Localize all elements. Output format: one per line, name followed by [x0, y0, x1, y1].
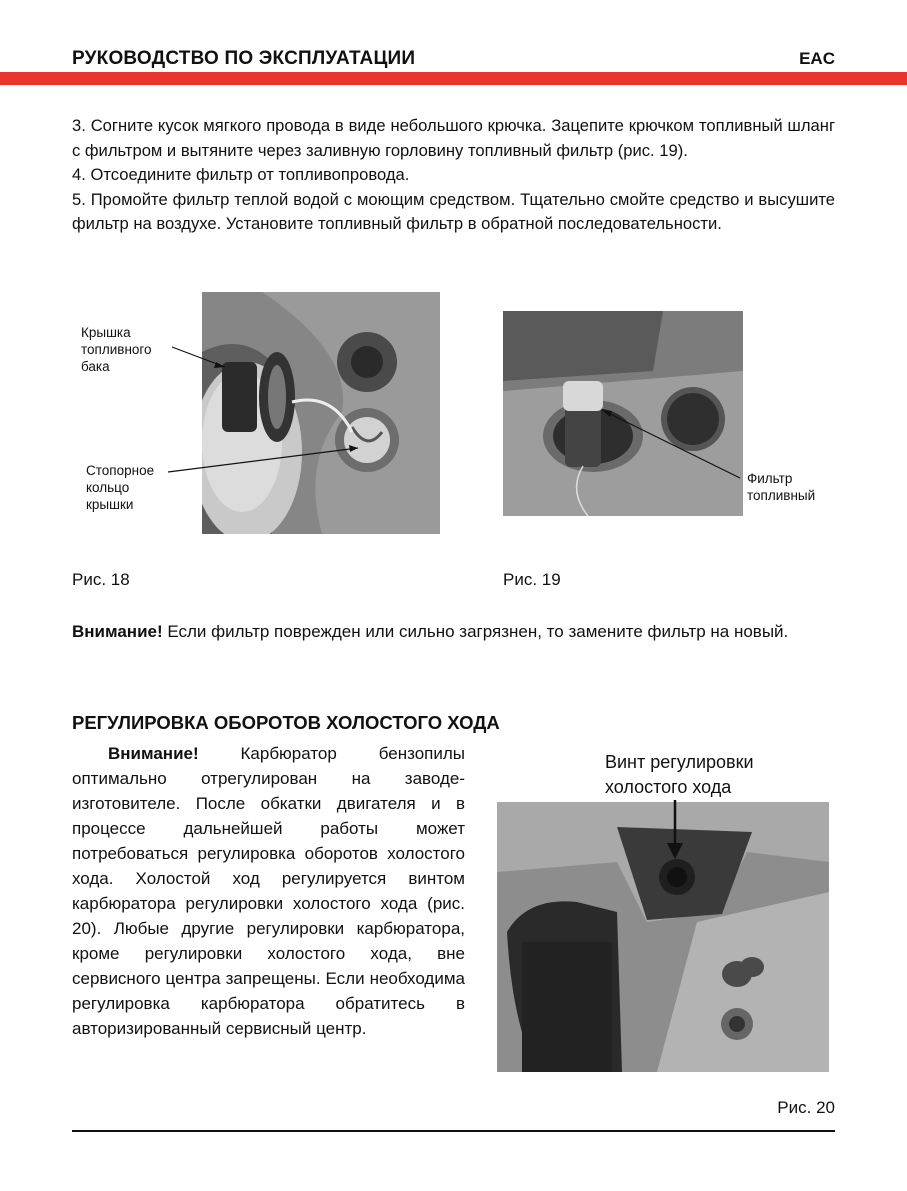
- idle-paragraph: [72, 741, 465, 1041]
- fig20-label-screw: Винт регулировки холостого хода: [605, 752, 754, 797]
- idle-warning-bold: Внимание!: [108, 744, 199, 763]
- fig19-label-filter: Фильтр топливный: [747, 471, 816, 503]
- warning-text: Если фильтр поврежден или сильно загрязнен, то замените фильтр на новый.: [162, 622, 789, 641]
- header-title: РУКОВОДСТВО ПО ЭКСПЛУАТАЦИИ: [72, 48, 416, 69]
- fig18-label-ring: Стопорное кольцо крышки: [86, 463, 155, 512]
- filter-warning: [72, 619, 835, 644]
- fig20-arrow: [660, 795, 690, 865]
- steps-list: [72, 114, 835, 237]
- fig20-caption: Рис. 20: [777, 1098, 835, 1117]
- fig19-caption: Рис. 19: [503, 570, 561, 589]
- section-title: РЕГУЛИРОВКА ОБОРОТОВ ХОЛОСТОГО ХОДА: [72, 712, 500, 733]
- idle-text: Карбюратор бензопилы оптимально отрегулирован на заводе-изготовителе. После обкатки двигателя и в процессе дальнейшей работы может потребоваться регулировка оборотов холостого хода. Холостой ход регулируется винтом карбюратора регулировки холостого хода (рис. 20). Любые другие регулировки карбюратора, кроме регулировки холостого хода, вне сервисного центра запрещены. Если необходима регулировка карбюратора обратитесь в авторизированный сервисный центр.: [72, 744, 465, 1038]
- step-5: 5. Промойте фильтр теплой водой с моющим средством. Тщательно смойте средство и высушите фильтр на воздухе. Установите топливный фильтр в обратной последовательности.: [72, 189, 835, 233]
- warning-bold: Внимание!: [72, 622, 163, 641]
- step-3: 3. Согните кусок мягкого провода в виде небольшого крючка. Зацепите крючком топливный шланг с фильтром и вытяните через заливную горловину топливный фильтр (рис. 19).: [72, 116, 835, 160]
- fig18-leader-lines: [150, 335, 450, 495]
- step-4: 4. Отсоедините фильтр от топливопровода.: [72, 165, 410, 184]
- fig19-leader-line: [590, 395, 760, 495]
- fig18-label-cap: Крышка топливного бака: [81, 325, 152, 374]
- fig18-caption: Рис. 18: [72, 570, 130, 589]
- eac-mark: EAC: [799, 49, 835, 68]
- footer-rule: [72, 1130, 835, 1132]
- header-accent-bar: [0, 72, 907, 85]
